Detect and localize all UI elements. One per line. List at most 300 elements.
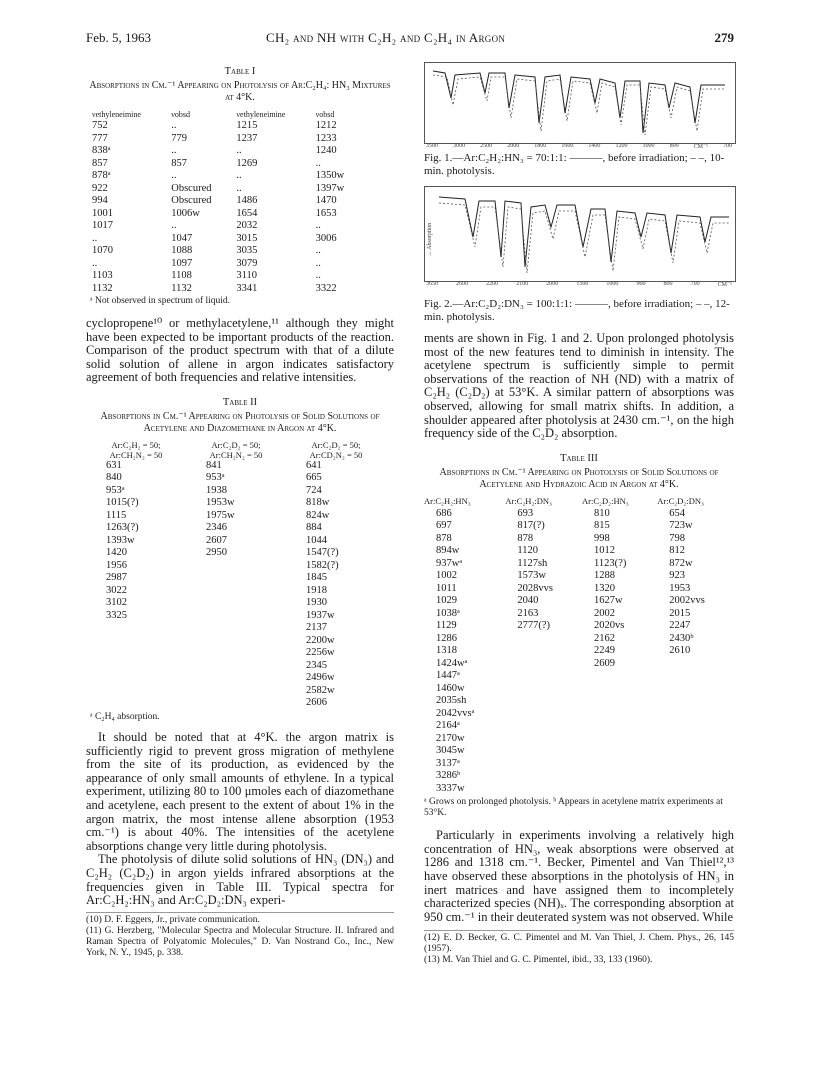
fig2-tick-label: 700 [690,281,700,287]
paragraph-cyclopropene: cyclopropene¹⁰ or methylacetylene,¹¹ although they might have been expected to be important products of the reaction. Comparison of the product spectrum with that of a dilute solid solution of allene in argon indicates satisfactory agreement of both frequencies and relative intensities. [86,316,394,385]
table3-cell [505,708,582,721]
table-row [424,645,734,658]
table2-cell: 2137 [306,622,327,634]
table-row [92,233,362,246]
table2-header-line: Ar:CD₂N₂ = 50 [309,449,363,460]
fig2-tick-label: 2200 [486,281,499,287]
table1 [92,110,362,295]
table3-cell [505,670,582,683]
table3-cell [582,720,657,733]
table-row [92,208,362,221]
figure-2-axis [426,281,732,288]
table3-cell: 1288 [594,570,616,582]
table1-cell: .. [315,245,321,256]
fig2-tick-label: 3650 [426,281,438,287]
table3-cell: 1424wᵃ [436,657,468,669]
table1-cell: .. [236,145,242,156]
fig1-tick-label: 800 [669,143,679,149]
table3-cell: 1318 [436,645,457,657]
table3-cell: 798 [669,532,686,544]
table2-cell [186,672,286,685]
table1-cell: 752 [92,120,108,131]
table3-cell: 1012 [594,545,616,557]
table3 [424,496,734,796]
table-row [424,783,734,796]
table3-cell: 1038ᵃ [436,607,460,619]
table3-cell: 998 [594,532,610,544]
table-row [92,283,362,296]
table-row [92,195,362,208]
table3-cell [657,783,734,796]
table-row [424,583,734,596]
table-row [86,635,386,648]
table1-cell: 1212 [315,120,337,131]
table3-cell [582,695,657,708]
table3-cell: 1011 [436,582,457,594]
table3-cell: 2249 [594,645,616,657]
table2-cell: 1975w [206,509,235,521]
table3-cell: 937wᵃ [436,557,463,569]
header-date: Feb. 5, 1963 [86,30,151,45]
table3-cell: 1123(?) [594,557,627,569]
table2-cell: 1918 [306,584,327,596]
table-row [86,672,386,685]
table-row [424,545,734,558]
table2-footnote: ᵃ C₂H₄ absorption. [90,711,160,722]
table3-cell: 1127sh [517,557,548,569]
table3-cell: 2163 [517,607,539,619]
table-row [424,683,734,696]
table-row [424,620,734,633]
table2-header [286,440,386,460]
table1-cell: 1132 [171,282,192,294]
table3-cell [582,783,657,796]
table-row [92,133,362,146]
paragraph-photolysis-hn3: The photolysis of dilute solid solutions of HN₃ (DN₃) and C₂H₂ (C₂D₂) in argon yields infrared absorptions at the frequencies given in Table III. Typical spectra for Ar:C₂H₂:HN₃ and Ar:C₂D₂:DN₃ experi- [86,852,394,908]
fig2-tick-label: 1500 [576,281,589,287]
table1-cell: .. [236,182,242,194]
table3-cell [505,770,582,783]
table-row [424,558,734,571]
table3-cell [582,683,657,696]
table1-cell: .. [236,170,242,181]
table3-cell: 872w [669,557,693,569]
table2-cell [186,560,286,573]
table2-cell [186,660,286,673]
table2-cell: 953ᵃ [106,484,125,496]
table2-cell: 2496w [306,672,335,684]
table1-cell: Obscured [171,195,212,206]
table2-cell: 3325 [106,609,127,621]
table-row [86,660,386,673]
table-row [86,522,386,535]
table1-cell: .. [315,220,321,231]
table2-cell: 1115 [106,509,127,521]
table2 [86,440,386,710]
table2-cell: 2200w [306,634,335,646]
table-row [86,622,386,635]
table2-cell: 841 [206,459,222,471]
table2-header-line: Ar:CH₂N₂ = 50 [109,449,163,460]
table2-cell: 1938 [206,484,227,496]
table3-cell: 686 [436,507,452,519]
table2-cell: 1930 [306,597,327,609]
figure-2-ylabel: → Absorption [427,222,433,257]
table3-cell: 2170w [436,732,465,744]
table-row [424,758,734,771]
table2-cell: 2346 [206,522,227,534]
left-footnotes [86,912,394,959]
table-row [92,145,362,158]
table3-cell [505,633,582,646]
table1-cell: 2032 [236,220,258,231]
table3-cell: 878 [517,532,534,544]
footnote-10: (10) D. F. Eggers, Jr., private communication. [86,914,260,925]
table2-header [86,440,186,460]
table1-cell: .. [171,120,177,131]
fig1-tick-label: 700 [723,143,732,149]
table2-header-line: Ar:C₂D₂ = 50; [311,439,361,450]
figure-1-axis [426,143,732,150]
table2-cell: 3102 [106,597,127,609]
table1-cell: .. [315,270,321,281]
table2-cell [186,685,286,698]
table3-cell: 2042vvsᵃ [436,707,475,719]
table1-cell: 922 [92,182,108,194]
table2-cell: 724 [306,484,322,496]
table3-cell: 2777(?) [517,620,550,632]
table3-cell: 2609 [594,657,616,669]
table1-label: Table I [224,66,256,77]
table1-cell: 857 [171,157,187,169]
table2-cell: 1956 [106,559,127,571]
table2-label: Table II [222,396,258,408]
table3-cell [582,758,657,771]
table1-cell: 3110 [236,270,258,281]
table1-cell: .. [92,232,98,244]
table3-footnote: ᵃ Grows on prolonged photolysis. ᵇ Appears in acetylene matrix experiments at 53°K. [424,797,723,819]
figure-2-caption: Fig. 2.—Ar:C₂D₂:DN₃ = 100:1:1: ———, before irradiation; – –, 12-min. photolysis. [424,298,730,323]
table3-cell [657,658,734,671]
table3-cell [657,670,734,683]
table2-cell: 2345 [306,659,327,671]
table-row [86,572,386,585]
table1-header: νethyleneimine [92,110,141,119]
table-row [92,158,362,171]
table3-caption: Absorptions in Cm.⁻¹ Appearing on Photolysis of Solid Solutions of Acetylene and Hydrazoic Acid in Argon at 4°K. [439,466,719,490]
table3-cell [657,720,734,733]
table2-header [186,440,286,460]
table1-cell: .. [92,257,98,269]
table1-cell: 1240 [315,145,337,156]
table-row [424,595,734,608]
table1-cell: 878ᵃ [92,170,111,181]
table-row [86,597,386,610]
left-column [86,66,394,959]
table1-cell: 1001 [92,207,113,219]
table2-cell [186,610,286,623]
fig1-tick-label: 3500 [426,143,438,149]
paragraph-ments: ments are shown in Fig. 1 and 2. Upon prolonged photolysis most of the new features tend to diminish in intensity. The acetylene spectrum is sufficiently simple to permit observations of the reaction of NH (ND) with a matrix of C₂H₂ (C₂D₂) at 53°K. A similar pattern of absorptions was observed, allowing for small matrix shifts. In addition, a shoulder appeared after photolysis at 2430 cm.⁻¹, on the high frequency side of the C₂D₂ absorption. [424,331,734,441]
table1-cell: 1006w [171,207,200,219]
footnote-12: (12) E. D. Becker, G. C. Pimentel and M. Van Thiel, J. Chem. Phys., 26, 145 (1957). [424,933,734,955]
table2-cell: 2256w [306,647,335,659]
fig1-tick-label: 1000 [642,143,655,149]
table1-cell: 1097 [171,257,193,269]
table-row [424,733,734,746]
table1-cell: 777 [92,132,108,144]
table2-cell [86,660,186,673]
table1-cell: 3341 [236,282,258,294]
table-row [424,608,734,621]
table1-cell: 3035 [236,245,258,256]
table3-header: Ar:C₂H₂:DN₃ [505,495,553,506]
table3-cell: 693 [517,507,534,519]
table2-cell [86,697,186,710]
table-row [92,270,362,283]
table3-cell: 2028vvs [517,582,553,594]
table-row [86,585,386,598]
table2-cell [186,647,286,660]
table3-cell: 697 [436,520,452,532]
table3-cell [505,783,582,796]
table-row [86,460,386,473]
table2-cell [86,672,186,685]
table3-cell [582,708,657,721]
table2-cell [86,685,186,698]
table3-cell: 2002 [594,607,616,619]
table1-cell: 1070 [92,245,113,256]
table3-cell [505,758,582,771]
table1-cell: 1470 [315,195,337,206]
fig2-tick-label: 1000 [606,281,619,287]
table3-header: Ar:C₂D₂:DN₃ [657,495,704,506]
footnote-13: (13) M. Van Thiel and G. C. Pimentel, ibid., 33, 133 (1960). [424,955,653,966]
table1-cell: 1397w [315,182,345,194]
table2-cell: 2582w [306,684,335,696]
table1-cell: .. [171,220,177,231]
table1-cell: 1017 [92,220,113,231]
table3-cell: 817(?) [517,520,545,532]
table3-cell [657,708,734,721]
table-row [86,647,386,660]
table3-cell: 3286ᵇ [436,770,461,782]
table1-cell: 3322 [315,282,337,294]
table3-cell [582,745,657,758]
table3-cell: 1627w [594,595,623,607]
running-header [86,30,734,46]
table2-cell: 641 [306,459,322,471]
table3-cell: 2015 [669,607,691,619]
table2-cell: 1582(?) [306,559,339,571]
fig1-tick-label: 2500 [480,143,493,149]
paragraph-hn3-concentration: Particularly in experiments involving a relatively high concentration of HN₃, weak absorptions were observed at 1286 and 1318 cm.⁻¹. Becker, Pimentel and Van Thiel¹²,¹³ have observed these absorptions in the photolysis of HN₃ in inert matrices and have assigned them to incompletely characterized species (NH)ₓ. The corresponding absorption at 950 cm.⁻¹ in their deuterated system was not observed. While [424,828,734,924]
figure-2-plot [425,187,735,281]
table3-cell: 1120 [517,545,538,557]
table-row [424,570,734,583]
table1-footnote: ᵃ Not observed in spectrum of liquid. [90,296,231,306]
table-row [86,685,386,698]
table2-caption: Absorptions in Cm.⁻¹ Appearing on Photolysis of Solid Solutions of Acetylene and Diazomethane in Argon at 4°K. [100,410,380,434]
table3-cell [657,695,734,708]
table3-cell: 2040 [517,595,539,607]
table3-label: Table III [560,452,598,464]
table1-cell: 3015 [236,232,258,244]
table1-cell: 1215 [236,120,258,131]
fig2-tick-label: 900 [636,281,646,287]
figure-1-plot [425,63,735,143]
table2-header-line: Ar:C₂D₂ = 50; [211,439,261,450]
table3-header: Ar:C₂D₂:HN₃ [582,495,629,506]
table-row [86,560,386,573]
table3-cell: 1129 [436,620,457,632]
table3-cell [582,670,657,683]
table3-cell: 3137ᵃ [436,757,460,769]
table-row [92,258,362,271]
table1-cell: .. [315,157,321,169]
table3-cell: 1447ᵃ [436,670,460,682]
table3-cell [505,683,582,696]
table2-cell: 1937w [306,609,335,621]
table3-cell [657,745,734,758]
table1-header: νobsd [171,110,190,119]
table-row [92,183,362,196]
table1-cell: 1269 [236,157,258,169]
table-row [86,510,386,523]
right-footnotes [424,930,734,966]
table3-cell: 810 [594,507,610,519]
table3-cell: 1002 [436,570,457,582]
table1-cell: 838ᵃ [92,145,111,156]
table1-cell: 857 [92,157,108,169]
table3-cell: 2164ᵃ [436,720,460,732]
table3-cell: 1286 [436,632,457,644]
table3-cell: 1320 [594,582,616,594]
fig1-tick-label: 1200 [615,143,628,149]
table2-cell: 1393w [106,534,135,546]
table-row [424,633,734,646]
table1-cell: .. [171,145,177,156]
table3-cell [505,658,582,671]
fig1-tick-label: 1400 [588,143,601,149]
table3-cell: 2035sh [436,695,467,707]
table3-cell: 1460w [436,682,465,694]
table2-header-line: Ar:CH₂N₂ = 50 [209,449,263,460]
table2-cell: 1547(?) [306,547,339,559]
table1-cell: 1237 [236,132,258,144]
table3-cell [657,733,734,746]
table3-cell: 3045w [436,745,465,757]
table2-cell [86,622,186,635]
table2-cell: 1420 [106,547,127,559]
table1-cell: .. [315,257,321,269]
table3-cell: 878 [436,532,452,544]
table2-cell: 818w [306,497,330,509]
table2-cell: 3022 [106,584,127,596]
right-column [424,332,734,966]
table3-cell: 723w [669,520,693,532]
fig2-tick-label: 2600 [456,281,469,287]
table2-cell [186,572,286,585]
table3-cell: 815 [594,520,610,532]
table1-cell: 994 [92,195,108,206]
table1-header: νethyleneimine [236,110,286,119]
table2-cell: 2987 [106,572,127,584]
table3-cell: 894w [436,545,460,557]
table3-cell [582,770,657,783]
table1-cell: 1108 [171,270,192,281]
table-row [86,472,386,485]
table3-cell: 2002vvs [669,595,705,607]
fig1-tick-label: CM⁻¹ [693,144,708,150]
table2-cell: 1953w [206,497,235,509]
paragraph-argon-matrix: It should be noted that at 4°K. the argon matrix is sufficiently rigid to prevent gross migration of methylene from the site of its production, as evidenced by the appearance of only small amounts of ethylene. In a typical experiment, utilizing 80 to 100 μmoles each of diazomethane and acetylene, each present to the extent of about 1% in the argon matrix, the most intense allene absorption (1953 cm.⁻¹) is about 40%. The intensities of the acetylene absorptions change very little during photolysis. [86,729,394,853]
page-number: 279 [714,30,734,45]
table-row [424,520,734,533]
figure-2-spectrum [424,186,736,282]
table1-cell: 3079 [236,257,258,269]
fig2-tick-label: 2000 [546,281,559,287]
table-row [92,245,362,258]
table3-cell: 1953 [669,582,691,594]
table2-cell: 840 [106,472,122,484]
table3-cell: 2610 [669,645,691,657]
table1-cell: 1103 [92,270,113,281]
table-row [424,695,734,708]
fig2-tick-label: CM⁻¹ [717,282,732,288]
table1-cell: 1486 [236,195,258,206]
table-row [424,670,734,683]
table2-cell [86,647,186,660]
table3-cell: 654 [669,507,686,519]
table3-cell: 2020vs [594,620,625,632]
fig2-tick-label: 2100 [516,281,529,287]
table1-caption: Absorptions in Cm.⁻¹ Appearing on Photolysis of Ar:C₂H₄: HN₃ Mixtures at 4°K. [89,80,391,103]
fig1-tick-label: 1600 [561,143,574,149]
table1-header: νobsd [315,110,335,119]
table-row [86,547,386,560]
footnote-11: (11) G. Herzberg, "Molecular Spectra and Molecular Structure. II. Infrared and Raman Spectra of Polyatomic Molecules," D. Van Nostrand Co., Inc., New York, N. Y., 1945, p. 338. [86,925,394,958]
table1-cell: .. [171,170,177,181]
figure-1-spectrum [424,62,736,144]
table-row [424,770,734,783]
table3-cell: 2430ᵇ [669,632,694,644]
table1-cell: 1654 [236,207,258,219]
table-row [86,610,386,623]
table2-cell: 631 [106,459,122,471]
table2-cell [86,635,186,648]
table-row [424,720,734,733]
table-row [92,120,362,133]
table-row [86,485,386,498]
table3-cell: 812 [669,545,686,557]
table1-cell: Obscured [171,182,212,194]
table2-cell [186,622,286,635]
table1-cell: 779 [171,132,187,144]
table3-header: Ar:C₂H₂:HN₃ [424,495,471,506]
table2-cell: 1015(?) [106,497,139,509]
table3-cell: 1573w [517,570,546,582]
table1-cell: 1653 [315,207,337,219]
table-row [86,535,386,548]
fig1-tick-label: 3000 [453,143,466,149]
table-row [86,497,386,510]
table2-header-line: Ar:C₂H₂ = 50; [111,439,161,450]
fig1-tick-label: 2000 [507,143,520,149]
fig1-tick-label: 1800 [534,143,547,149]
table-row [424,508,734,521]
table3-cell [505,695,582,708]
